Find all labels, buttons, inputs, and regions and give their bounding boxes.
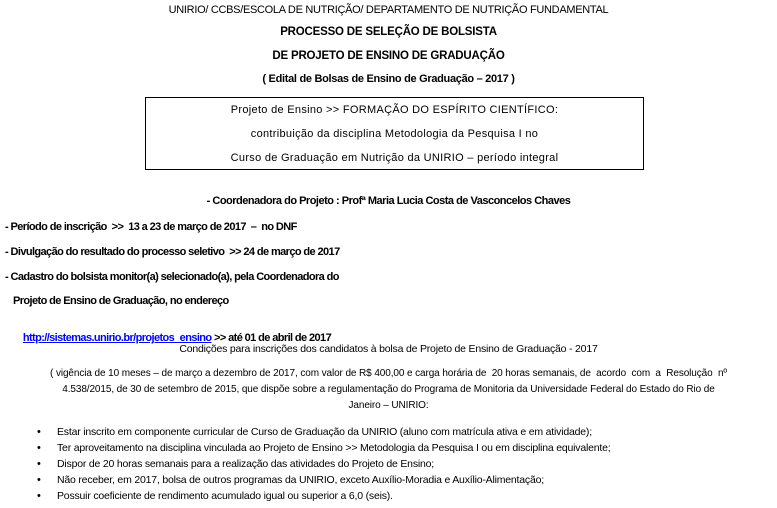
- requirement-item: [37, 488, 772, 504]
- validity-paragraph-line-3: Janeiro – UNIRIO:: [348, 400, 429, 411]
- requirement-item: [37, 440, 772, 456]
- project-box: [145, 97, 644, 170]
- project-box-line-1: Projeto de Ensino >> FORMAÇÃO DO ESPÍRITO CIENTÍFICO:: [230, 104, 559, 116]
- project-box-line-3: Curso de Graduação em Nutrição da UNIRIO – período integral: [230, 152, 559, 164]
- registration-deadline-text: >> até 01 de abril de 2017: [211, 332, 332, 344]
- validity-paragraph-line-2: 4.538/2015, de 30 de setembro de 2015, que dispõe sobre a regulamentação do Programa de Monitoria da Universidade Federal do Estado do Rio de: [62, 384, 715, 395]
- edital-subtitle: ( Edital de Bolsas de Ensino de Graduação – 2017 ): [262, 73, 515, 85]
- bullet-icon: [37, 488, 51, 504]
- title-line-1: PROCESSO DE SELEÇÃO DE BOLSISTA: [280, 26, 497, 38]
- requirement-text: Estar inscrito em componente curricular de Curso de Graduação da UNIRIO (aluno com matrícula ativa e em atividade);: [57, 426, 592, 438]
- requirements-list: [37, 424, 772, 504]
- requirement-text: Possuir coeficiente de rendimento acumulado igual ou superior a 6,0 (seis).: [57, 490, 393, 502]
- requirement-item: [37, 472, 772, 488]
- department-header: UNIRIO/ CCBS/ESCOLA DE NUTRIÇÃO/ DEPARTAMENTO DE NUTRIÇÃO FUNDAMENTAL: [168, 4, 609, 16]
- inscription-period-line: - Período de inscrição >> 13 a 23 de março de 2017 – no DNF: [5, 221, 297, 233]
- registration-url-link[interactable]: http://sistemas.unirio.br/projetos_ensino: [22, 332, 212, 344]
- bullet-icon: [37, 472, 51, 488]
- requirement-text: Não receber, em 2017, bolsa de outros programas da UNIRIO, exceto Auxílio-Moradia e Auxílio-Alimentação;: [57, 474, 544, 486]
- bullet-icon: [37, 424, 51, 440]
- project-box-line-2: contribuição da disciplina Metodologia da Pesquisa I no: [250, 128, 539, 140]
- registration-line-1: - Cadastro do bolsista monitor(a) selecionado(a), pela Coordenadora do: [5, 271, 339, 283]
- requirement-text: Dispor de 20 horas semanais para a realização das atividades do Projeto de Ensino;: [57, 458, 435, 470]
- bullet-icon: [37, 456, 51, 472]
- requirement-text: Ter aproveitamento na disciplina vinculada ao Projeto de Ensino >> Metodologia da Pesquisa I ou em disciplina equivalente;: [57, 442, 611, 454]
- requirement-item: [37, 424, 772, 440]
- bullet-icon: [37, 440, 51, 456]
- requirement-item: [37, 456, 772, 472]
- registration-line-2: Projeto de Ensino de Graduação, no endereço: [13, 295, 229, 307]
- title-line-2: DE PROJETO DE ENSINO DE GRADUAÇÃO: [272, 50, 505, 62]
- result-announcement-line: - Divulgação do resultado do processo seletivo >> 24 de março de 2017: [5, 246, 340, 258]
- validity-paragraph-line-1: ( vigência de 10 meses – de março a dezembro de 2017, com valor de R$ 400,00 e carga horária de 20 horas semanais, de acordo com a Resolução nº: [50, 368, 727, 379]
- conditions-title: Condições para inscrições dos candidatos à bolsa de Projeto de Ensino de Graduação - 2017: [179, 343, 598, 355]
- coordinator-line: - Coordenadora do Projeto : Profª Maria Lucia Costa de Vasconcelos Chaves: [206, 195, 571, 207]
